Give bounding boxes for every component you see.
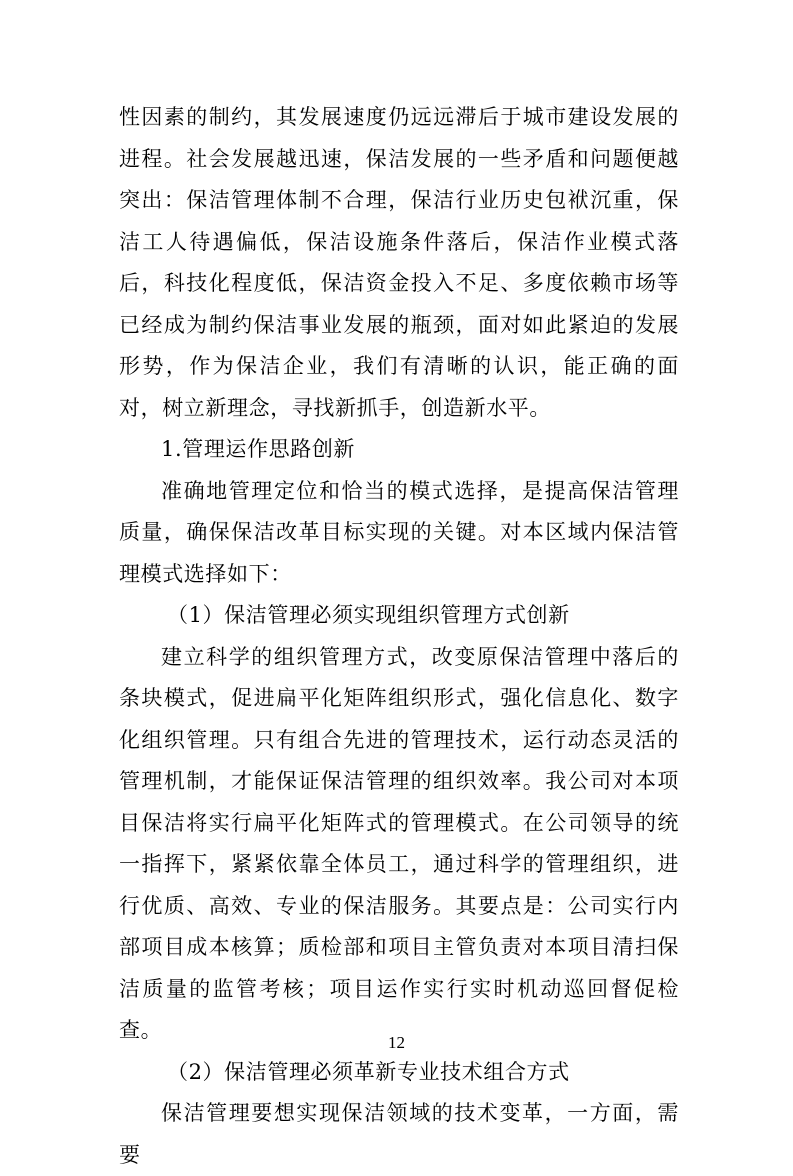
paragraph-organization-method: 建立科学的组织管理方式，改变原保洁管理中落后的条块模式，促进扁平化矩阵组织形式，强化信息化、数字化组织管理。只有组合先进的管理技术，运行动态灵活的管理机制，才能保证保洁管理的组织效率。我公司对本项目保洁将实行扁平化矩阵式的管理模式。在公司领导的统一指挥下，紧紧依靠全体员工，通过科学的管理组织，进行优质、高效、专业的保洁服务。其要点是：公司实行内部项目成本核算；质检部和项目主管负责对本项目清扫保洁质量的监管考核；项目运作实行实时机动巡回督促检查。	[119, 644, 679, 1042]
page-number: 12	[388, 1033, 405, 1052]
subheading-organization-innovation: （1）保洁管理必须实现组织管理方式创新	[167, 603, 570, 627]
paragraph-continuation: 性因素的制约，其发展速度仍远远滞后于城市建设发展的进程。社会发展越迅速，保洁发展的一些矛盾和问题便越突出：保洁管理体制不合理，保洁行业历史包袱沉重，保洁工人待遇偏低，保洁设施条件落后，保洁作业模式落后，科技化程度低，保洁资金投入不足、多度依赖市场等已经成为制约保洁事业发展的瓶颈，面对如此紧迫的发展形势，作为保洁企业，我们有清晰的认识，能正确的面对，树立新理念，寻找新抓手，创造新水平。	[119, 105, 679, 420]
subheading-technical-combination: （2）保洁管理必须革新专业技术组合方式	[167, 1059, 570, 1084]
paragraph-technical-reform: 保洁管理要想实现保洁领域的技术变革，一方面，需要	[119, 1101, 679, 1167]
body-text	[119, 97, 679, 1176]
section-heading-management-innovation: 1.管理运作思路创新	[161, 437, 356, 461]
paragraph-management-positioning: 准确地管理定位和恰当的模式选择，是提高保洁管理质量，确保保洁改革目标实现的关键。对本区域内保洁管理模式选择如下：	[119, 478, 679, 586]
